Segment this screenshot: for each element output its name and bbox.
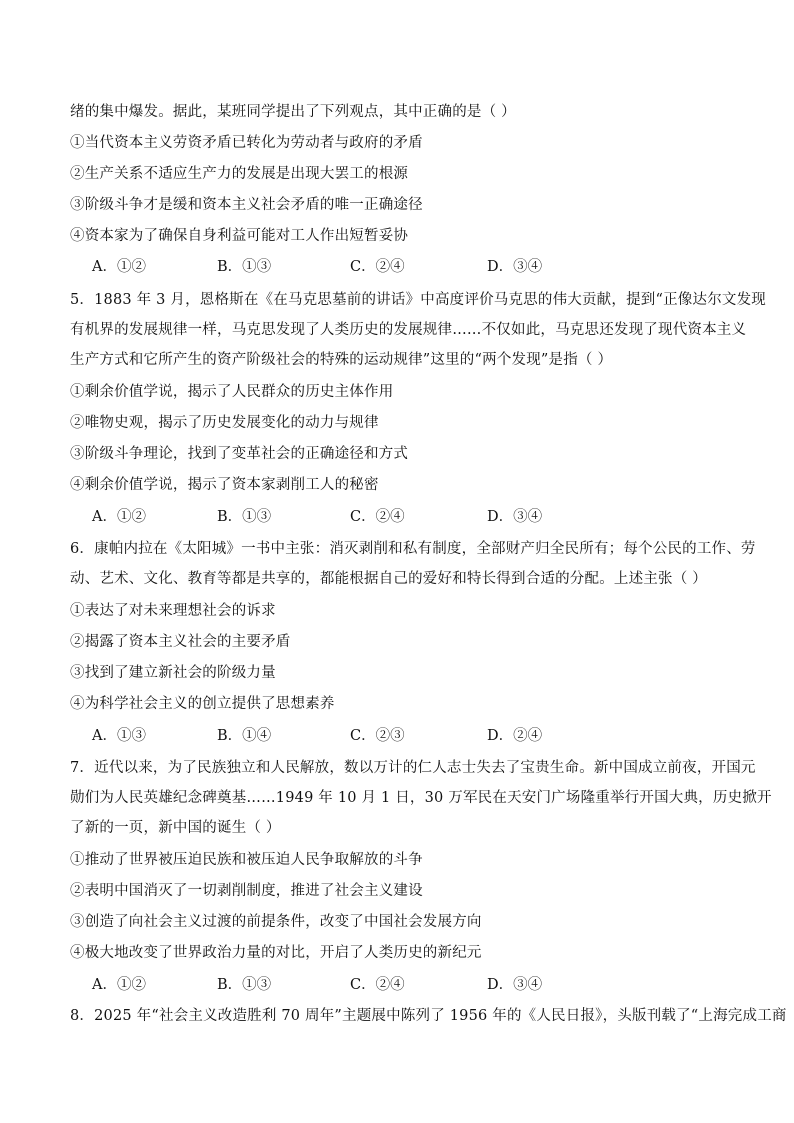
question-7-stem-line-1: 7．近代以来，为了民族独立和人民解放，数以万计的仁人志士失去了宝贵生命。新中国成立前夜，开国元 — [70, 760, 756, 776]
question-7-statement-3: ③创造了向社会主义过渡的前提条件，改变了中国社会发展方向 — [70, 914, 482, 930]
option-b[interactable]: B．①③ — [217, 509, 272, 525]
question-6-statement-3: ③找到了建立新社会的阶级力量 — [70, 665, 276, 681]
option-d[interactable]: D．③④ — [487, 977, 543, 993]
option-a[interactable]: A．①② — [92, 977, 146, 993]
question-6-stem-line-2: 动、艺术、文化、教育等都是共享的，都能根据自己的爱好和特长得到合适的分配。上述主张（ ） — [70, 571, 707, 587]
question-4-stem: 绪的集中爆发。据此，某班同学提出了下列观点，其中正确的是（ ） — [70, 104, 516, 120]
question-5-statement-1: ①剩余价值学说，揭示了人民群众的历史主体作用 — [70, 384, 394, 400]
option-a[interactable]: A．①② — [92, 259, 146, 275]
option-b[interactable]: B．①③ — [217, 259, 272, 275]
question-7-statement-1: ①推动了世界被压迫民族和被压迫人民争取解放的斗争 — [70, 852, 423, 868]
question-5-statement-4: ④剩余价值学说，揭示了资本家剥削工人的秘密 — [70, 477, 379, 493]
question-6-statement-2: ②揭露了资本主义社会的主要矛盾 — [70, 634, 291, 650]
option-d[interactable]: D．③④ — [487, 509, 543, 525]
question-7-stem-line-2: 勋们为人民英雄纪念碑奠基……1949 年 10 月 1 日，30 万军民在天安门广场隆重举行开国大典，历史掀开 — [70, 790, 772, 806]
option-c[interactable]: C．②④ — [350, 509, 405, 525]
option-b[interactable]: B．①④ — [217, 728, 272, 744]
question-4-statement-4: ④资本家为了确保自身利益可能对工人作出短暂妥协 — [70, 228, 409, 244]
option-c[interactable]: C．②④ — [350, 259, 405, 275]
question-4-statement-2: ②生产关系不适应生产力的发展是出现大罢工的根源 — [70, 166, 409, 182]
question-7-statement-4: ④极大地改变了世界政治力量的对比，开启了人类历史的新纪元 — [70, 945, 482, 961]
question-4-statement-1: ①当代资本主义劳资矛盾已转化为劳动者与政府的矛盾 — [70, 135, 423, 151]
question-5-stem-line-2: 有机界的发展规律一样，马克思发现了人类历史的发展规律……不仅如此，马克思还发现了现代资本主义 — [70, 322, 747, 338]
question-4-statement-3: ③阶级斗争才是缓和资本主义社会矛盾的唯一正确途径 — [70, 197, 423, 213]
question-6-statement-1: ①表达了对未来理想社会的诉求 — [70, 603, 276, 619]
option-d[interactable]: D．③④ — [487, 259, 543, 275]
question-7-statement-2: ②表明中国消灭了一切剥削制度，推进了社会主义建设 — [70, 883, 423, 899]
question-6-stem-line-1: 6．康帕内拉在《太阳城》一书中主张：消灭剥削和私有制度，全部财产归全民所有；每个公民的工作、劳 — [70, 541, 756, 557]
question-7-stem-line-3: 了新的一页，新中国的诞生（ ） — [70, 820, 281, 836]
question-6-statement-4: ④为科学社会主义的创立提供了思想素养 — [70, 696, 335, 712]
option-c[interactable]: C．②③ — [350, 728, 405, 744]
question-5-stem-line-3: 生产方式和它所产生的资产阶级社会的特殊的运动规律”这里的“两个发现”是指（ ） — [70, 352, 613, 368]
option-c[interactable]: C．②④ — [350, 977, 405, 993]
option-b[interactable]: B．①③ — [217, 977, 272, 993]
option-d[interactable]: D．②④ — [487, 728, 543, 744]
option-a[interactable]: A．①③ — [92, 728, 146, 744]
question-5-stem-line-1: 5．1883 年 3 月，恩格斯在《在马克思墓前的讲话》中高度评价马克思的伟大贡献，提到“正像达尔文发现 — [70, 292, 766, 308]
question-5-statement-2: ②唯物史观，揭示了历史发展变化的动力与规律 — [70, 415, 379, 431]
option-a[interactable]: A．①② — [92, 509, 146, 525]
question-8-stem-line-1: 8．2025 年“社会主义改造胜利 70 周年”主题展中陈列了 1956 年的《人民日报》，头版刊载了“上海完成工商 — [70, 1008, 787, 1024]
question-5-statement-3: ③阶级斗争理论，找到了变革社会的正确途径和方式 — [70, 446, 409, 462]
